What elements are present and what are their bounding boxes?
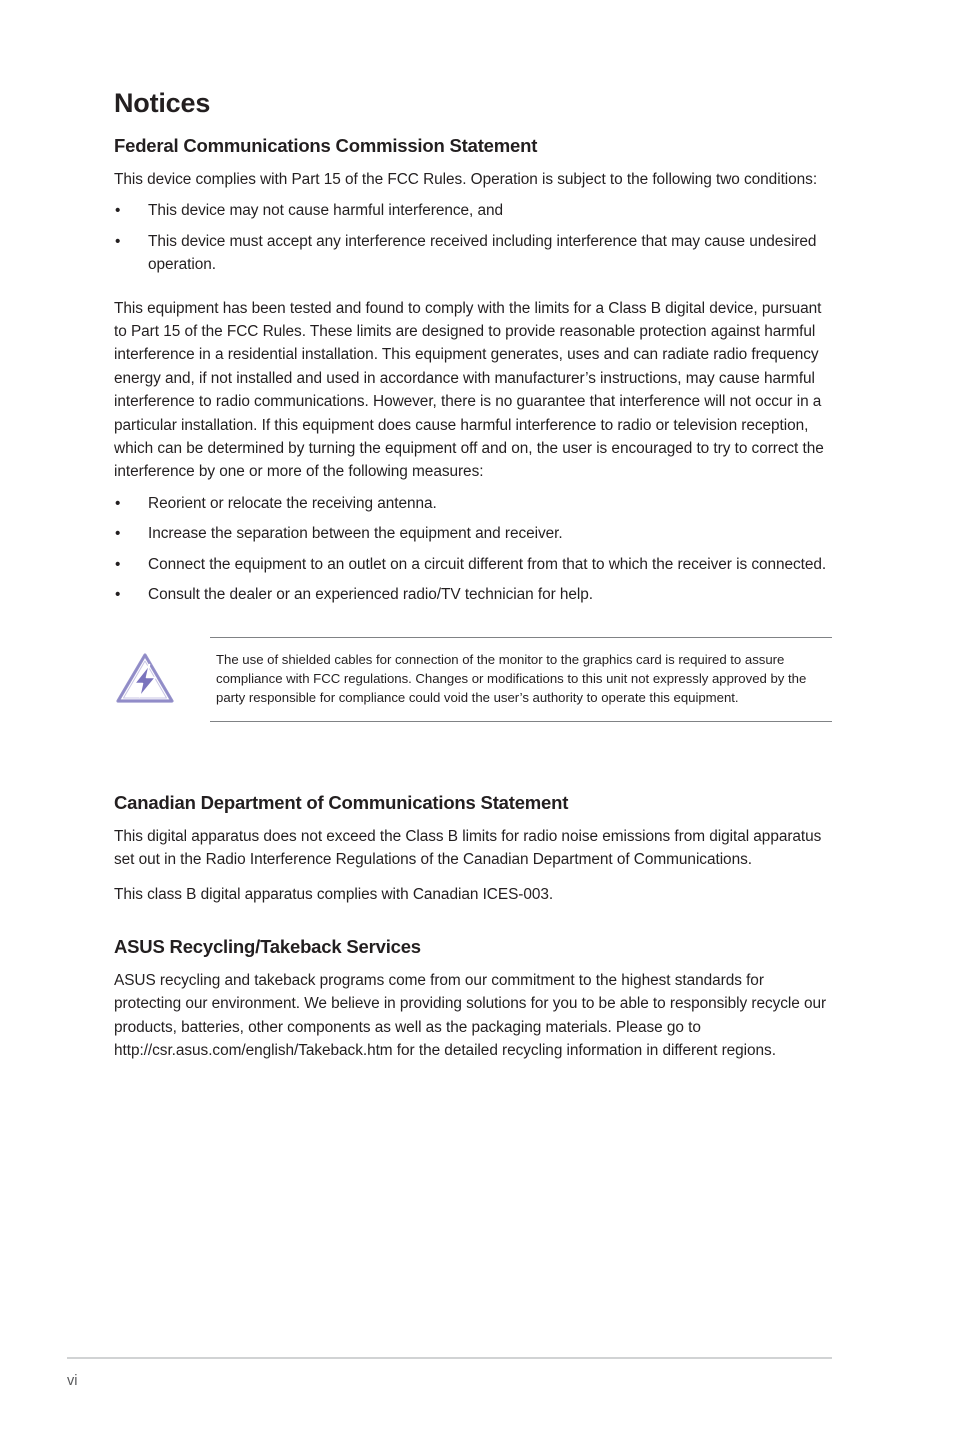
bullet-icon: • [115, 232, 121, 250]
page-content [114, 86, 832, 1062]
list-item-text: Consult the dealer or an experienced radio/TV technician for help. [148, 586, 594, 604]
fcc-measures-list [114, 492, 832, 607]
list-item-text: This device may not cause harmful interference, and [148, 202, 504, 220]
bullet-icon: • [115, 555, 121, 573]
list-item-text: Reorient or relocate the receiving antenna. [148, 494, 437, 512]
fcc-warning-note [114, 637, 832, 741]
section-heading-fcc: Federal Communications Commission Statement [114, 135, 538, 156]
footer-page-number: vi [67, 1373, 78, 1389]
section-asus-recycling [114, 935, 832, 1063]
footer-divider [67, 1357, 832, 1359]
list-item [114, 492, 832, 515]
list-item [114, 230, 832, 277]
bullet-icon: • [115, 525, 121, 543]
section-heading-asus-recycling: ASUS Recycling/Takeback Services [114, 935, 421, 957]
spacer [114, 741, 832, 791]
fcc-intro-paragraph: This device complies with Part 15 of the FCC Rules. Operation is subject to the following two conditions: [114, 171, 818, 188]
section-heading-canadian: Canadian Department of Communications Statement [114, 791, 569, 813]
asus-recycling-paragraph: ASUS recycling and takeback programs come from our commitment to the highest standards for protecting our environment. We believe in providing solutions for you to be able to responsibly recycle our products, batteries, other components as well as the packaging materials. Please go to http://csr.asus.com/english/Takeback.htm for the detailed recycling information in different regions. [114, 971, 827, 1059]
list-item [114, 522, 832, 545]
list-item [114, 553, 832, 576]
fcc-conditions-list [114, 199, 832, 276]
bullet-icon: • [115, 202, 121, 220]
list-item [114, 583, 832, 606]
note-text: The use of shielded cables for connection of the monitor to the graphics card is required to assure compliance with FCC regulations. Changes or modifications to this unit not expressly approved by the party responsible for compliance could void the user’s authority to operate this equipment. [216, 651, 807, 706]
bullet-icon: • [115, 494, 121, 512]
warning-lightning-triangle-icon [114, 651, 176, 707]
section-fcc [114, 134, 832, 741]
bullet-icon: • [115, 586, 121, 604]
canadian-paragraph-2: This class B digital apparatus complies with Canadian ICES-003. [114, 886, 554, 904]
list-item-text: This device must accept any interference received including interference that may cause undesired operation. [148, 232, 817, 274]
list-item [114, 199, 832, 222]
spacer [114, 289, 832, 297]
list-item-text: Increase the separation between the equipment and receiver. [148, 525, 563, 543]
page-title: Notices [114, 88, 211, 118]
canadian-paragraph-1: This digital apparatus does not exceed the Class B limits for radio noise emissions from digital apparatus set out in the Radio Interference Regulations of the Canadian Department of Communications. [114, 827, 822, 868]
spacer [114, 919, 832, 935]
fcc-body-paragraph: This equipment has been tested and found to comply with the limits for a Class B digital device, pursuant to Part 15 of the FCC Rules. These limits are designed to provide reasonable protection against harmful interference in a residential installation. This equipment generates, uses and can radiate radio frequency energy and, if not installed and used in accordance with manufacturer’s instructions, may cause harmful interference to radio communications. However, there is no guarantee that interference will not occur in a particular installation. If this equipment does cause harmful interference to radio or television reception, which can be determined by turning the equipment off and on, the user is encouraged to try to correct the interference by one or more of the following measures: [114, 299, 824, 481]
section-canadian-doc [114, 791, 832, 907]
list-item-text: Connect the equipment to an outlet on a circuit different from that to which the receiver is connected. [148, 555, 827, 573]
note-body [210, 637, 832, 722]
